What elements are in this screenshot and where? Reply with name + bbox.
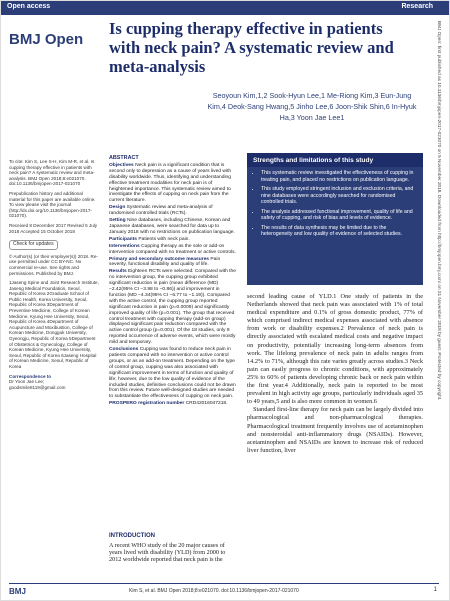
strength-item: • The results of data synthesis may be limited due to the heterogeneity and low quality of evidence of selected studies. (261, 225, 417, 238)
strengths-list (247, 170, 423, 238)
article-title: Is cupping therapy effective in patients with neck pain? A systematic review and meta-analysis (109, 19, 394, 76)
affiliations: 1Jaseng Spine and Joint Research Institute, Jaseng Medical Foundation, Seoul, Republic of Korea 2Graduate School of Public Health, Korea University, Seoul, Republic of Korea 3Department of Preventive Medicine, College of Korean Medicine, Kyung Hee University, Seoul, Republic of Korea 4Department of Acupuncture and Moxibustion, College of Korean Medicine, Dongguk University, Gyeongju, Republic of Korea 5Department of Obstetrics & Gynecology, College of Korean Medicine, Kyung Hee University, Seoul, Republic of Korea 6Jaseng Hospital of Korean Medicine, Seoul, Republic of Korea (9, 280, 99, 369)
cite-info: To cite: Kim S, Lee S-H, Kim M-R, et al. Is cupping therapy effective in patients with neck pain? A systematic review and meta-analysis. BMJ Open 2018;8:e021070. doi:10.1136/bmjopen-2017-021070 (9, 159, 95, 187)
abstract-heading: ABSTRACT (109, 155, 139, 161)
open-access-label: Open access (7, 3, 51, 10)
bmj-logo: BMJ (9, 587, 26, 596)
page-number: 1 (433, 587, 437, 593)
prepub-note: Prepublication history and additional material for this paper are available online. To view please visit the journal (http://dx.doi.org/10.1136/bmjopen-2017-021070). (9, 190, 96, 219)
body-paragraph: second leading cause of YLD.1 One study of patients in the Netherlands showed that neck pain was associated with 1% of total medical expenditure and 0.1% of gross domestic product, 77% of which comprised indirect medical expenses associated with absence from work or disability expenses.2 Prevalence of neck pain is directly associated with escalated medical costs and negative impact on productivity, potentially increasing long-term absences from work. The lifelong prevalence of neck pain in adults ranges from 14.2% to 71%, although this rate varies greatly across studies.3 Neck pain can easily progress to chronic conditions, with approximately 25% to 60% of patients developing chronic back or neck pain within the first year.4 Additionally, neck pain is reported to be most prevalent in high activity age groups, particularly individuals aged 35 to 49 years,5 and is also more common in women.6 (247, 293, 423, 406)
author-list: Seoyoun Kim,1,2 Sook-Hyun Lee,1 Me-Riong Kim,3 Eun-Jung Kim,4 Deok-Sang Hwang,5 Jinho Lee,6 Joon-Shik Shin,6 In-Hyuk Ha,3 Yoon Jae Lee1 (207, 91, 417, 122)
check-updates-badge[interactable]: Check for updates (9, 240, 58, 250)
strength-item: • The analysis addressed functional improvement, quality of life and safety of cupping, and risk of bias and levels of evidence. (261, 209, 417, 222)
article-dates: Received 8 December 2017 Revised 5 July 2018 Accepted 15 October 2018 (9, 222, 98, 234)
strength-item: • This systematic review investigated the effectiveness of cupping in treating pain, and placed no restrictions on publication language. (261, 170, 417, 183)
correspondence (9, 374, 99, 391)
abstract-results: Results Eighteen RCTs were selected. Compared with the no intervention group, the cupping group exhibited significant reduction in pain (mean difference (MD) −2.42(95% CI −3.98 to −0.86)) and improvement in function (MD −4.34(95% CI −6.77 to −1.19)). Compared with the active control, the cupping group reported significant reduction in pain (p=0.0009) and significantly improved quality of life (p=0.001). The group that received control treatment with cupping therapy (add-on group) displayed significant pain reduction compared with the active control group (p=0.001). Of the 18 studies, only 8 reported occurrence of adverse events, which were mostly mild and temporary. (109, 269, 236, 346)
journal-brand: BMJ Open (9, 31, 84, 48)
strengths-heading: Strengths and limitations of this study (247, 153, 423, 167)
body-paragraph: Standard first-line therapy for neck pain can be largely divided into pharmacological and non-pharmacological therapies. Pharmacological treatment frequently involves use of acetaminophen and nonsteroidal anti-inflammatory drugs (NSAIDs). However, acetaminophen and NSAIDs are known to increase risk of reduced liver function, liver (247, 406, 423, 454)
abstract-design: Design Systematic review and meta-analysis of randomised controlled trials (RCTs). (109, 205, 213, 217)
vertical-copyright-strip: BMJ Open: first published as 10.1136/bmjopen-2017-021070 on 5 November 2018. Downloaded from http://bmjopen.bmj.com/ on 21 November 2018 by guest. Protected by copyright. (437, 21, 442, 401)
abstract-setting: Setting Nine databases, including Chinese, Korean and Japanese databases, were searched for data up to January 2018 with no restrictions on publication language. (109, 218, 235, 235)
section-label: Research (401, 3, 433, 10)
footer-citation: Kim S, et al. BMJ Open 2018;8:e021070. doi:10.1136/bmjopen-2017-021070 (129, 588, 299, 594)
page-footer (9, 583, 439, 600)
left-sidebar (9, 159, 99, 390)
license-note: © Author(s) (or their employer(s)) 2018. Re-use permitted under CC BY-NC. No commercial re-use. See rights and permissions. Published by BMJ. (9, 253, 98, 276)
abstract-conclusions: Conclusions Cupping was found to reduce neck pain in patients compared with no intervention or active control groups, or as an add-on treatment. Depending on the type of control group, cupping was also associated with significant improvement in terms of function and quality of life; however, due to the low quality of evidence of the included studies, definitive conclusions could not be drawn from this review. Future well-designed studies are needed to substantiate the effectiveness of cupping on neck pain. (109, 347, 236, 400)
intro-heading: INTRODUCTION (109, 533, 155, 539)
body-text (247, 293, 423, 455)
abstract-prospero: PROSPERO registration number CRD42016047218. (109, 401, 228, 407)
correspondence-label: Correspondence to (9, 373, 52, 379)
abstract (109, 156, 237, 408)
abstract-interventions: Interventions Cupping therapy as the sole or add-on intervention compared with no treatment or active controls. (109, 243, 236, 255)
top-bar (1, 1, 450, 15)
abstract-objectives: Objectives Neck pain is a significant condition that is second only to depression as a cause of years lived with disability worldwide. Thus, identifying and understanding effective treatment modalities for neck pain is of heightened importance. This systematic review aimed to investigate the effects of cupping on neck pain from the current literature. (109, 162, 232, 204)
strengths-box (247, 153, 423, 285)
strength-item: • This study employed stringent inclusion and exclusion criteria, and nine databases were accordingly searched for randomised controlled trials. (261, 186, 417, 206)
correspondence-text: Dr Yoon Jae Lee; goodsmile8119@gmail.com (9, 379, 66, 390)
abstract-outcomes: Primary and secondary outcome measures Pain severity, functional disability and quality of life. (109, 256, 221, 268)
abstract-participants: Participants Patients with neck pain. (109, 236, 190, 242)
intro-text: A recent WHO study of the 20 major causes of years lived with disability (YLD) from 2000 to 2012 worldwide reported that neck pain is the (109, 542, 226, 564)
